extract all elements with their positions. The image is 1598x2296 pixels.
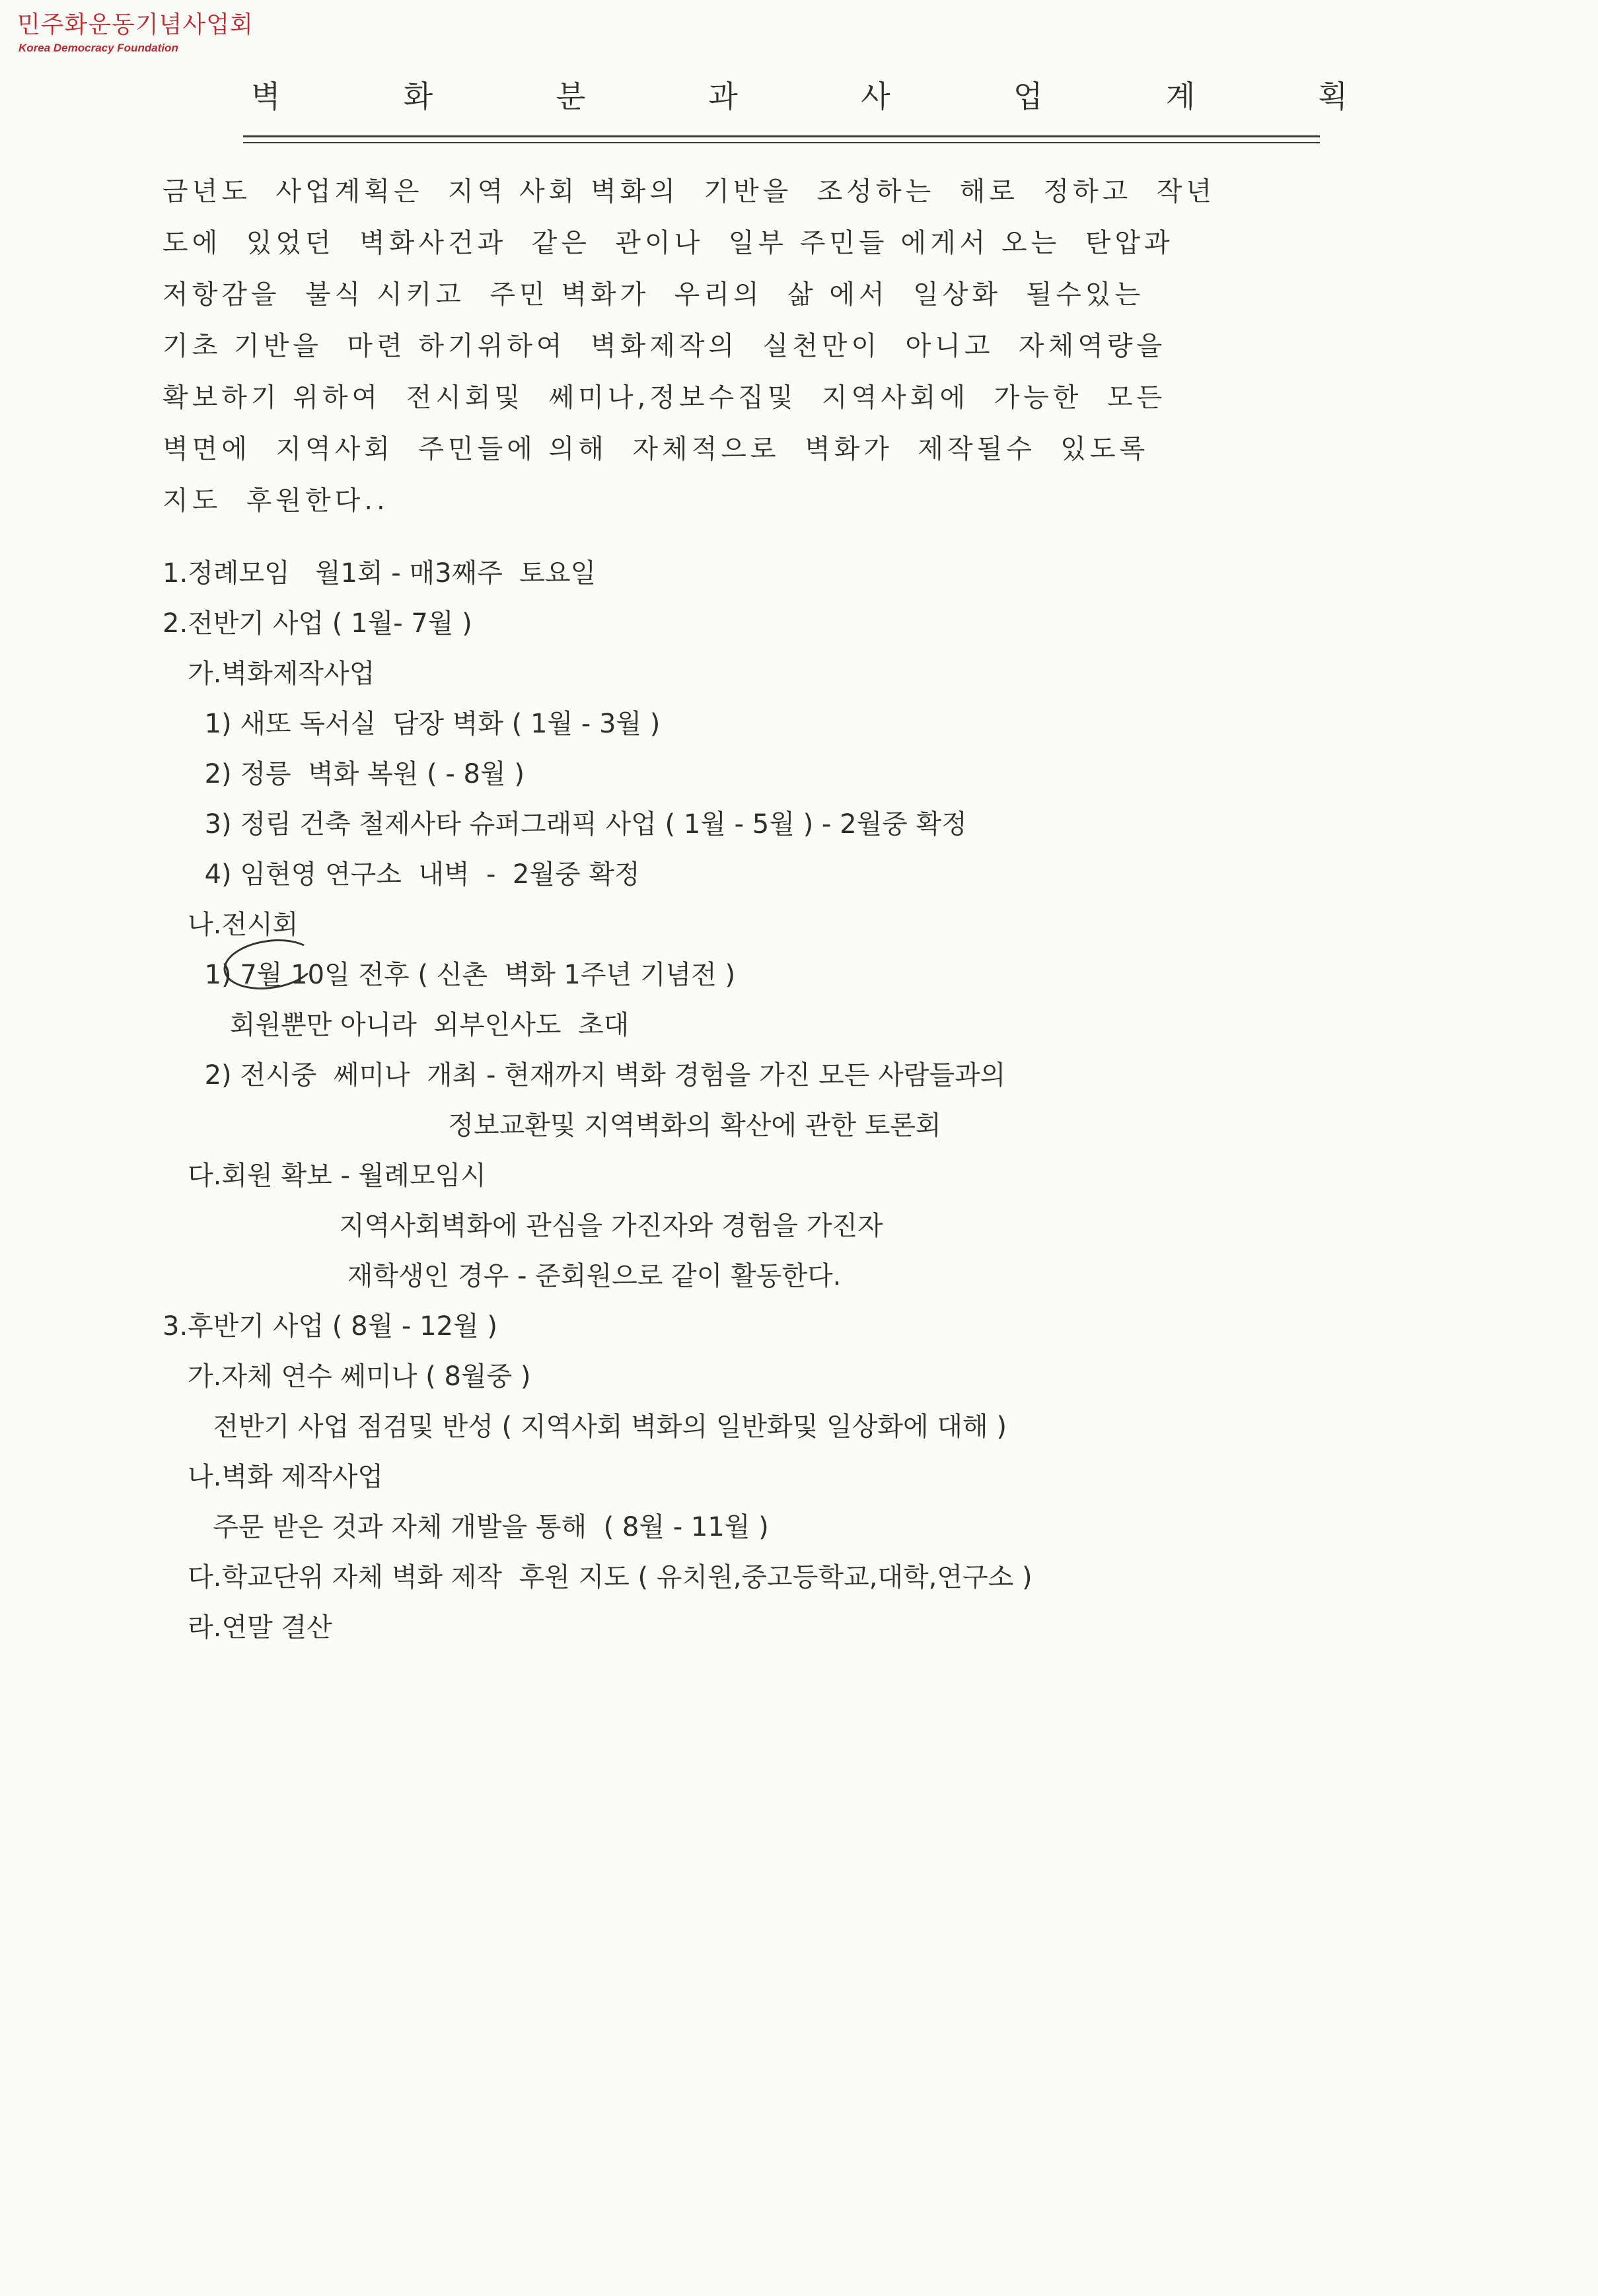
intro-line: 도에 있었던 벽화사건과 같은 관이나 일부 주민들 에게서 오는 탄압과	[163, 228, 1174, 258]
plan-item: 2.전반기 사업 ( 1월- 7월 )	[163, 608, 472, 639]
title-char: 계	[1165, 79, 1196, 114]
plan-item: 3.후반기 사업 ( 8월 - 12월 )	[163, 1311, 497, 1342]
plan-item: 1.정례모임 월1회 - 매3째주 토요일	[163, 558, 597, 589]
title-char: 화	[403, 79, 433, 114]
plan-item: 주문 받은 것과 자체 개발을 통해 ( 8월 - 11월 )	[163, 1512, 769, 1542]
intro-line: 기초 기반을 마련 하기위하여 벽화제작의 실천만이 아니고 자체역량을	[163, 331, 1167, 361]
plan-item: 전반기 사업 점검및 반성 ( 지역사회 벽화의 일반화및 일상화에 대해 )	[163, 1412, 1007, 1442]
plan-item: 2) 전시중 쎄미나 개최 - 현재까지 벽화 경험을 가진 모든 사람들과의	[163, 1060, 1006, 1091]
intro-line: 저항감을 불식 시키고 주민 벽화가 우리의 삶 에서 일상화 될수있는	[163, 279, 1145, 310]
plan-item: 정보교환및 지역벽화의 확산에 관한 토론회	[163, 1110, 941, 1141]
plan-item: 3) 정림 건축 철제사타 슈퍼그래픽 사업 ( 1월 - 5월 ) - 2월중 확정	[163, 809, 967, 840]
plan-item: 4) 임현영 연구소 내벽 - 2월중 확정	[163, 859, 640, 890]
plan-item: 1) 7월 10일 전후 ( 신촌 벽화 1주년 기념전 )	[163, 960, 736, 990]
title-char: 업	[1013, 79, 1043, 114]
plan-item: 1) 새또 독서실 담장 벽화 ( 1월 - 3월 )	[163, 709, 661, 739]
document-title	[251, 73, 1348, 116]
plan-item: 다.학교단위 자체 벽화 제작 후원 지도 ( 유치원,중고등학교,대학,연구소 )	[163, 1562, 1033, 1593]
title-char: 획	[1318, 79, 1348, 114]
plan-item: 재학생인 경우 - 준회원으로 같이 활동한다.	[163, 1261, 842, 1291]
intro-line: 확보하기 위하여 전시회및 쎄미나,정보수집및 지역사회에 가능한 모든	[163, 382, 1167, 413]
title-char: 분	[556, 79, 585, 114]
title-char: 벽	[251, 79, 281, 114]
plan-item: 가.벽화제작사업	[163, 659, 375, 689]
plan-item: 가.자체 연수 쎄미나 ( 8월중 )	[163, 1361, 531, 1392]
intro-line: 벽면에 지역사회 주민들에 의해 자체적으로 벽화가 제작될수 있도록	[163, 434, 1149, 464]
intro-line: 금년도 사업계획은 지역 사회 벽화의 기반을 조성하는 해로 정하고 작년	[163, 176, 1216, 207]
watermark-english: Korea Democracy Foundation	[18, 42, 178, 54]
title-underline-second	[243, 142, 1320, 143]
intro-line: 지도 후원한다..	[163, 485, 389, 516]
plan-item: 나.벽화 제작사업	[163, 1462, 384, 1492]
plan-item: 회원뿐만 아니라 외부인사도 초대	[163, 1010, 630, 1040]
plan-item: 다.회원 확보 - 월례모임시	[163, 1161, 486, 1191]
plan-item: 라.연말 결산	[163, 1612, 332, 1643]
plan-item: 2) 정릉 벽화 복원 ( - 8월 )	[163, 759, 525, 789]
title-char: 사	[861, 79, 890, 114]
plan-item: 나.전시회	[163, 910, 299, 940]
plan-item: 지역사회벽화에 관심을 가진자와 경험을 가진자	[163, 1211, 883, 1241]
foundation-watermark	[17, 13, 254, 54]
title-char: 과	[708, 79, 738, 114]
watermark-korean: 민주화운동기념사업회	[17, 11, 254, 38]
title-underline	[243, 135, 1320, 137]
